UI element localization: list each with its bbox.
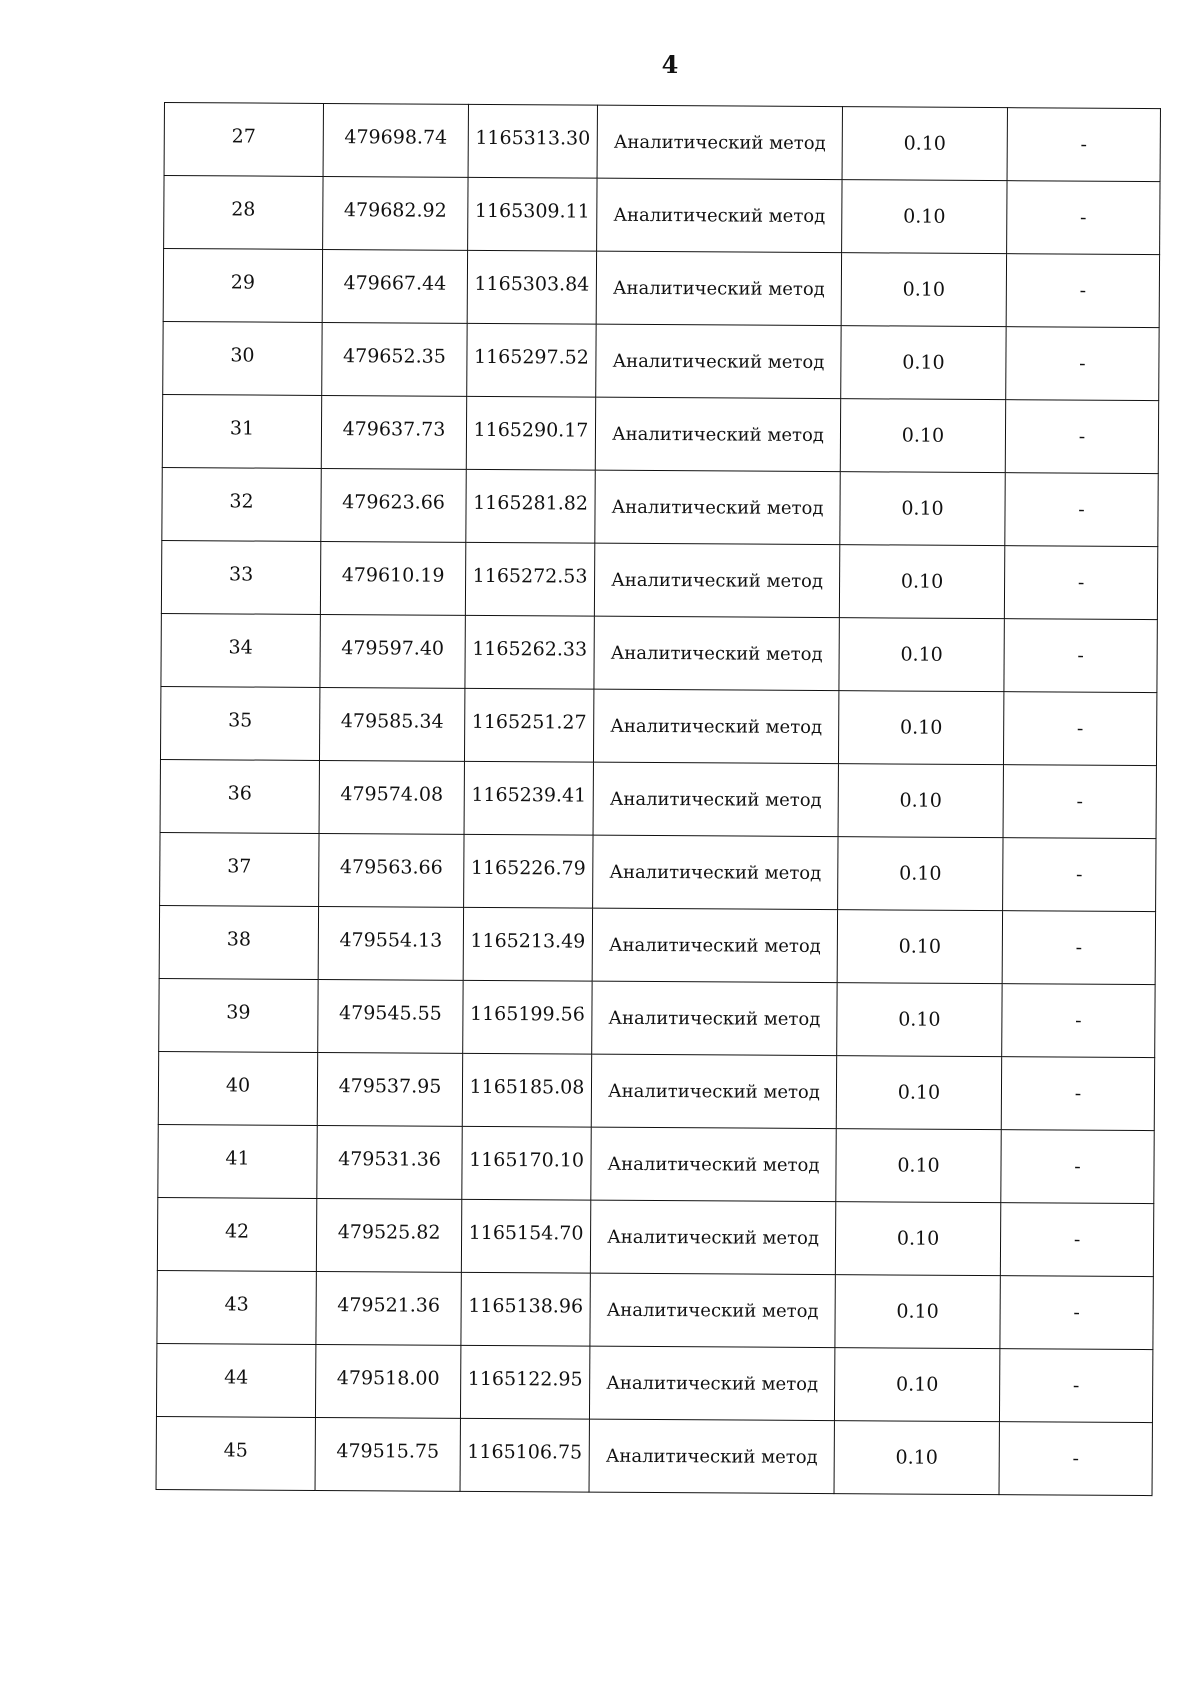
accuracy-cell: 0.10 <box>835 1275 1000 1349</box>
x-coordinate-cell: 479515.75 <box>315 1417 460 1491</box>
y-coordinate-cell: 1165313.30 <box>468 104 597 178</box>
method-cell: Аналитический метод <box>593 762 838 836</box>
point-number-cell: 29 <box>163 249 322 323</box>
method-cell: Аналитический метод <box>590 1273 835 1347</box>
extra-cell: - <box>1002 911 1155 985</box>
method-cell: Аналитический метод <box>597 105 842 179</box>
accuracy-cell: 0.10 <box>841 253 1006 327</box>
y-coordinate-cell: 1165154.70 <box>461 1199 590 1273</box>
x-coordinate-cell: 479574.08 <box>319 760 464 834</box>
method-cell: Аналитический метод <box>594 543 839 617</box>
table-row <box>160 686 1156 765</box>
table-row <box>156 1343 1152 1422</box>
extra-cell: - <box>1007 108 1160 182</box>
table-row <box>160 832 1156 911</box>
extra-cell: - <box>1002 984 1155 1058</box>
y-coordinate-cell: 1165251.27 <box>464 688 593 762</box>
extra-cell: - <box>1006 254 1159 328</box>
extra-cell: - <box>1005 400 1158 474</box>
coordinates-table <box>156 102 1161 1496</box>
coordinates-table-wrapper <box>156 102 1161 1496</box>
point-number-cell: 44 <box>156 1343 315 1417</box>
table-row <box>162 467 1158 546</box>
accuracy-cell: 0.10 <box>842 107 1007 181</box>
x-coordinate-cell: 479518.00 <box>315 1344 460 1418</box>
method-cell: Аналитический метод <box>595 397 840 471</box>
x-coordinate-cell: 479531.36 <box>317 1125 462 1199</box>
extra-cell: - <box>999 1349 1152 1423</box>
y-coordinate-cell: 1165138.96 <box>461 1272 590 1346</box>
accuracy-cell: 0.10 <box>838 764 1003 838</box>
method-cell: Аналитический метод <box>593 689 838 763</box>
method-cell: Аналитический метод <box>590 1200 835 1274</box>
method-cell: Аналитический метод <box>596 324 841 398</box>
extra-cell: - <box>1003 765 1156 839</box>
coordinates-table-body <box>156 103 1160 1496</box>
x-coordinate-cell: 479597.40 <box>320 614 465 688</box>
y-coordinate-cell: 1165239.41 <box>464 761 593 835</box>
extra-cell: - <box>1005 473 1158 547</box>
accuracy-cell: 0.10 <box>839 545 1004 619</box>
point-number-cell: 43 <box>157 1270 316 1344</box>
table-row <box>158 1051 1154 1130</box>
point-number-cell: 38 <box>159 905 318 979</box>
point-number-cell: 35 <box>160 686 319 760</box>
y-coordinate-cell: 1165309.11 <box>468 177 597 251</box>
x-coordinate-cell: 479545.55 <box>318 979 463 1053</box>
point-number-cell: 32 <box>162 467 321 541</box>
extra-cell: - <box>1004 546 1157 620</box>
y-coordinate-cell: 1165213.49 <box>463 907 592 981</box>
accuracy-cell: 0.10 <box>837 910 1002 984</box>
extra-cell: - <box>1003 692 1156 766</box>
y-coordinate-cell: 1165281.82 <box>466 469 595 543</box>
method-cell: Аналитический метод <box>591 1054 836 1128</box>
point-number-cell: 28 <box>164 176 323 250</box>
x-coordinate-cell: 479652.35 <box>322 322 467 396</box>
accuracy-cell: 0.10 <box>834 1348 999 1422</box>
point-number-cell: 30 <box>163 321 322 395</box>
extra-cell: - <box>1001 1130 1154 1204</box>
accuracy-cell: 0.10 <box>840 472 1005 546</box>
table-row <box>157 1197 1153 1276</box>
extra-cell: - <box>1004 619 1157 693</box>
y-coordinate-cell: 1165290.17 <box>466 396 595 470</box>
table-row <box>161 540 1157 619</box>
point-number-cell: 31 <box>162 394 321 468</box>
point-number-cell: 33 <box>161 540 320 614</box>
x-coordinate-cell: 479554.13 <box>318 906 463 980</box>
extra-cell: - <box>1007 181 1160 255</box>
method-cell: Аналитический метод <box>592 981 837 1055</box>
point-number-cell: 42 <box>157 1197 316 1271</box>
y-coordinate-cell: 1165272.53 <box>465 542 594 616</box>
method-cell: Аналитический метод <box>593 835 838 909</box>
table-row <box>159 978 1155 1057</box>
y-coordinate-cell: 1165226.79 <box>464 834 593 908</box>
y-coordinate-cell: 1165303.84 <box>467 250 596 324</box>
method-cell: Аналитический метод <box>589 1419 834 1493</box>
table-row <box>162 394 1158 473</box>
x-coordinate-cell: 479525.82 <box>316 1198 461 1272</box>
x-coordinate-cell: 479585.34 <box>319 687 464 761</box>
table-row <box>164 176 1160 255</box>
method-cell: Аналитический метод <box>592 908 837 982</box>
x-coordinate-cell: 479637.73 <box>321 395 466 469</box>
point-number-cell: 36 <box>160 759 319 833</box>
accuracy-cell: 0.10 <box>836 1056 1001 1130</box>
table-row <box>159 905 1155 984</box>
method-cell: Аналитический метод <box>597 178 842 252</box>
x-coordinate-cell: 479537.95 <box>317 1052 462 1126</box>
accuracy-cell: 0.10 <box>834 1421 999 1495</box>
x-coordinate-cell: 479667.44 <box>322 249 467 323</box>
extra-cell: - <box>999 1422 1152 1496</box>
x-coordinate-cell: 479610.19 <box>320 541 465 615</box>
point-number-cell: 39 <box>159 978 318 1052</box>
table-row <box>161 613 1157 692</box>
extra-cell: - <box>1000 1276 1153 1350</box>
table-row <box>164 103 1160 182</box>
x-coordinate-cell: 479623.66 <box>321 468 466 542</box>
x-coordinate-cell: 479698.74 <box>323 103 468 177</box>
point-number-cell: 34 <box>161 613 320 687</box>
point-number-cell: 41 <box>158 1124 317 1198</box>
y-coordinate-cell: 1165170.10 <box>462 1126 591 1200</box>
method-cell: Аналитический метод <box>595 470 840 544</box>
x-coordinate-cell: 479563.66 <box>319 833 464 907</box>
accuracy-cell: 0.10 <box>841 326 1006 400</box>
table-row <box>163 249 1159 328</box>
accuracy-cell: 0.10 <box>838 837 1003 911</box>
table-row <box>157 1270 1153 1349</box>
y-coordinate-cell: 1165262.33 <box>465 615 594 689</box>
point-number-cell: 40 <box>158 1051 317 1125</box>
table-row <box>160 759 1156 838</box>
y-coordinate-cell: 1165297.52 <box>467 323 596 397</box>
accuracy-cell: 0.10 <box>842 180 1007 254</box>
y-coordinate-cell: 1165122.95 <box>460 1345 589 1419</box>
y-coordinate-cell: 1165106.75 <box>460 1418 589 1492</box>
x-coordinate-cell: 479682.92 <box>323 176 468 250</box>
accuracy-cell: 0.10 <box>836 1129 1001 1203</box>
extra-cell: - <box>1006 327 1159 401</box>
point-number-cell: 45 <box>156 1416 315 1490</box>
point-number-cell: 27 <box>164 103 323 177</box>
accuracy-cell: 0.10 <box>837 983 1002 1057</box>
method-cell: Аналитический метод <box>596 251 841 325</box>
extra-cell: - <box>1000 1203 1153 1277</box>
accuracy-cell: 0.10 <box>838 691 1003 765</box>
table-row <box>158 1124 1154 1203</box>
accuracy-cell: 0.10 <box>840 399 1005 473</box>
accuracy-cell: 0.10 <box>835 1202 1000 1276</box>
table-row <box>163 321 1159 400</box>
extra-cell: - <box>1003 838 1156 912</box>
table-row <box>156 1416 1152 1495</box>
method-cell: Аналитический метод <box>594 616 839 690</box>
method-cell: Аналитический метод <box>589 1346 834 1420</box>
x-coordinate-cell: 479521.36 <box>316 1271 461 1345</box>
accuracy-cell: 0.10 <box>839 618 1004 692</box>
y-coordinate-cell: 1165185.08 <box>462 1053 591 1127</box>
y-coordinate-cell: 1165199.56 <box>463 980 592 1054</box>
page-number: 4 <box>661 50 679 79</box>
method-cell: Аналитический метод <box>591 1127 836 1201</box>
point-number-cell: 37 <box>160 832 319 906</box>
extra-cell: - <box>1001 1057 1154 1131</box>
